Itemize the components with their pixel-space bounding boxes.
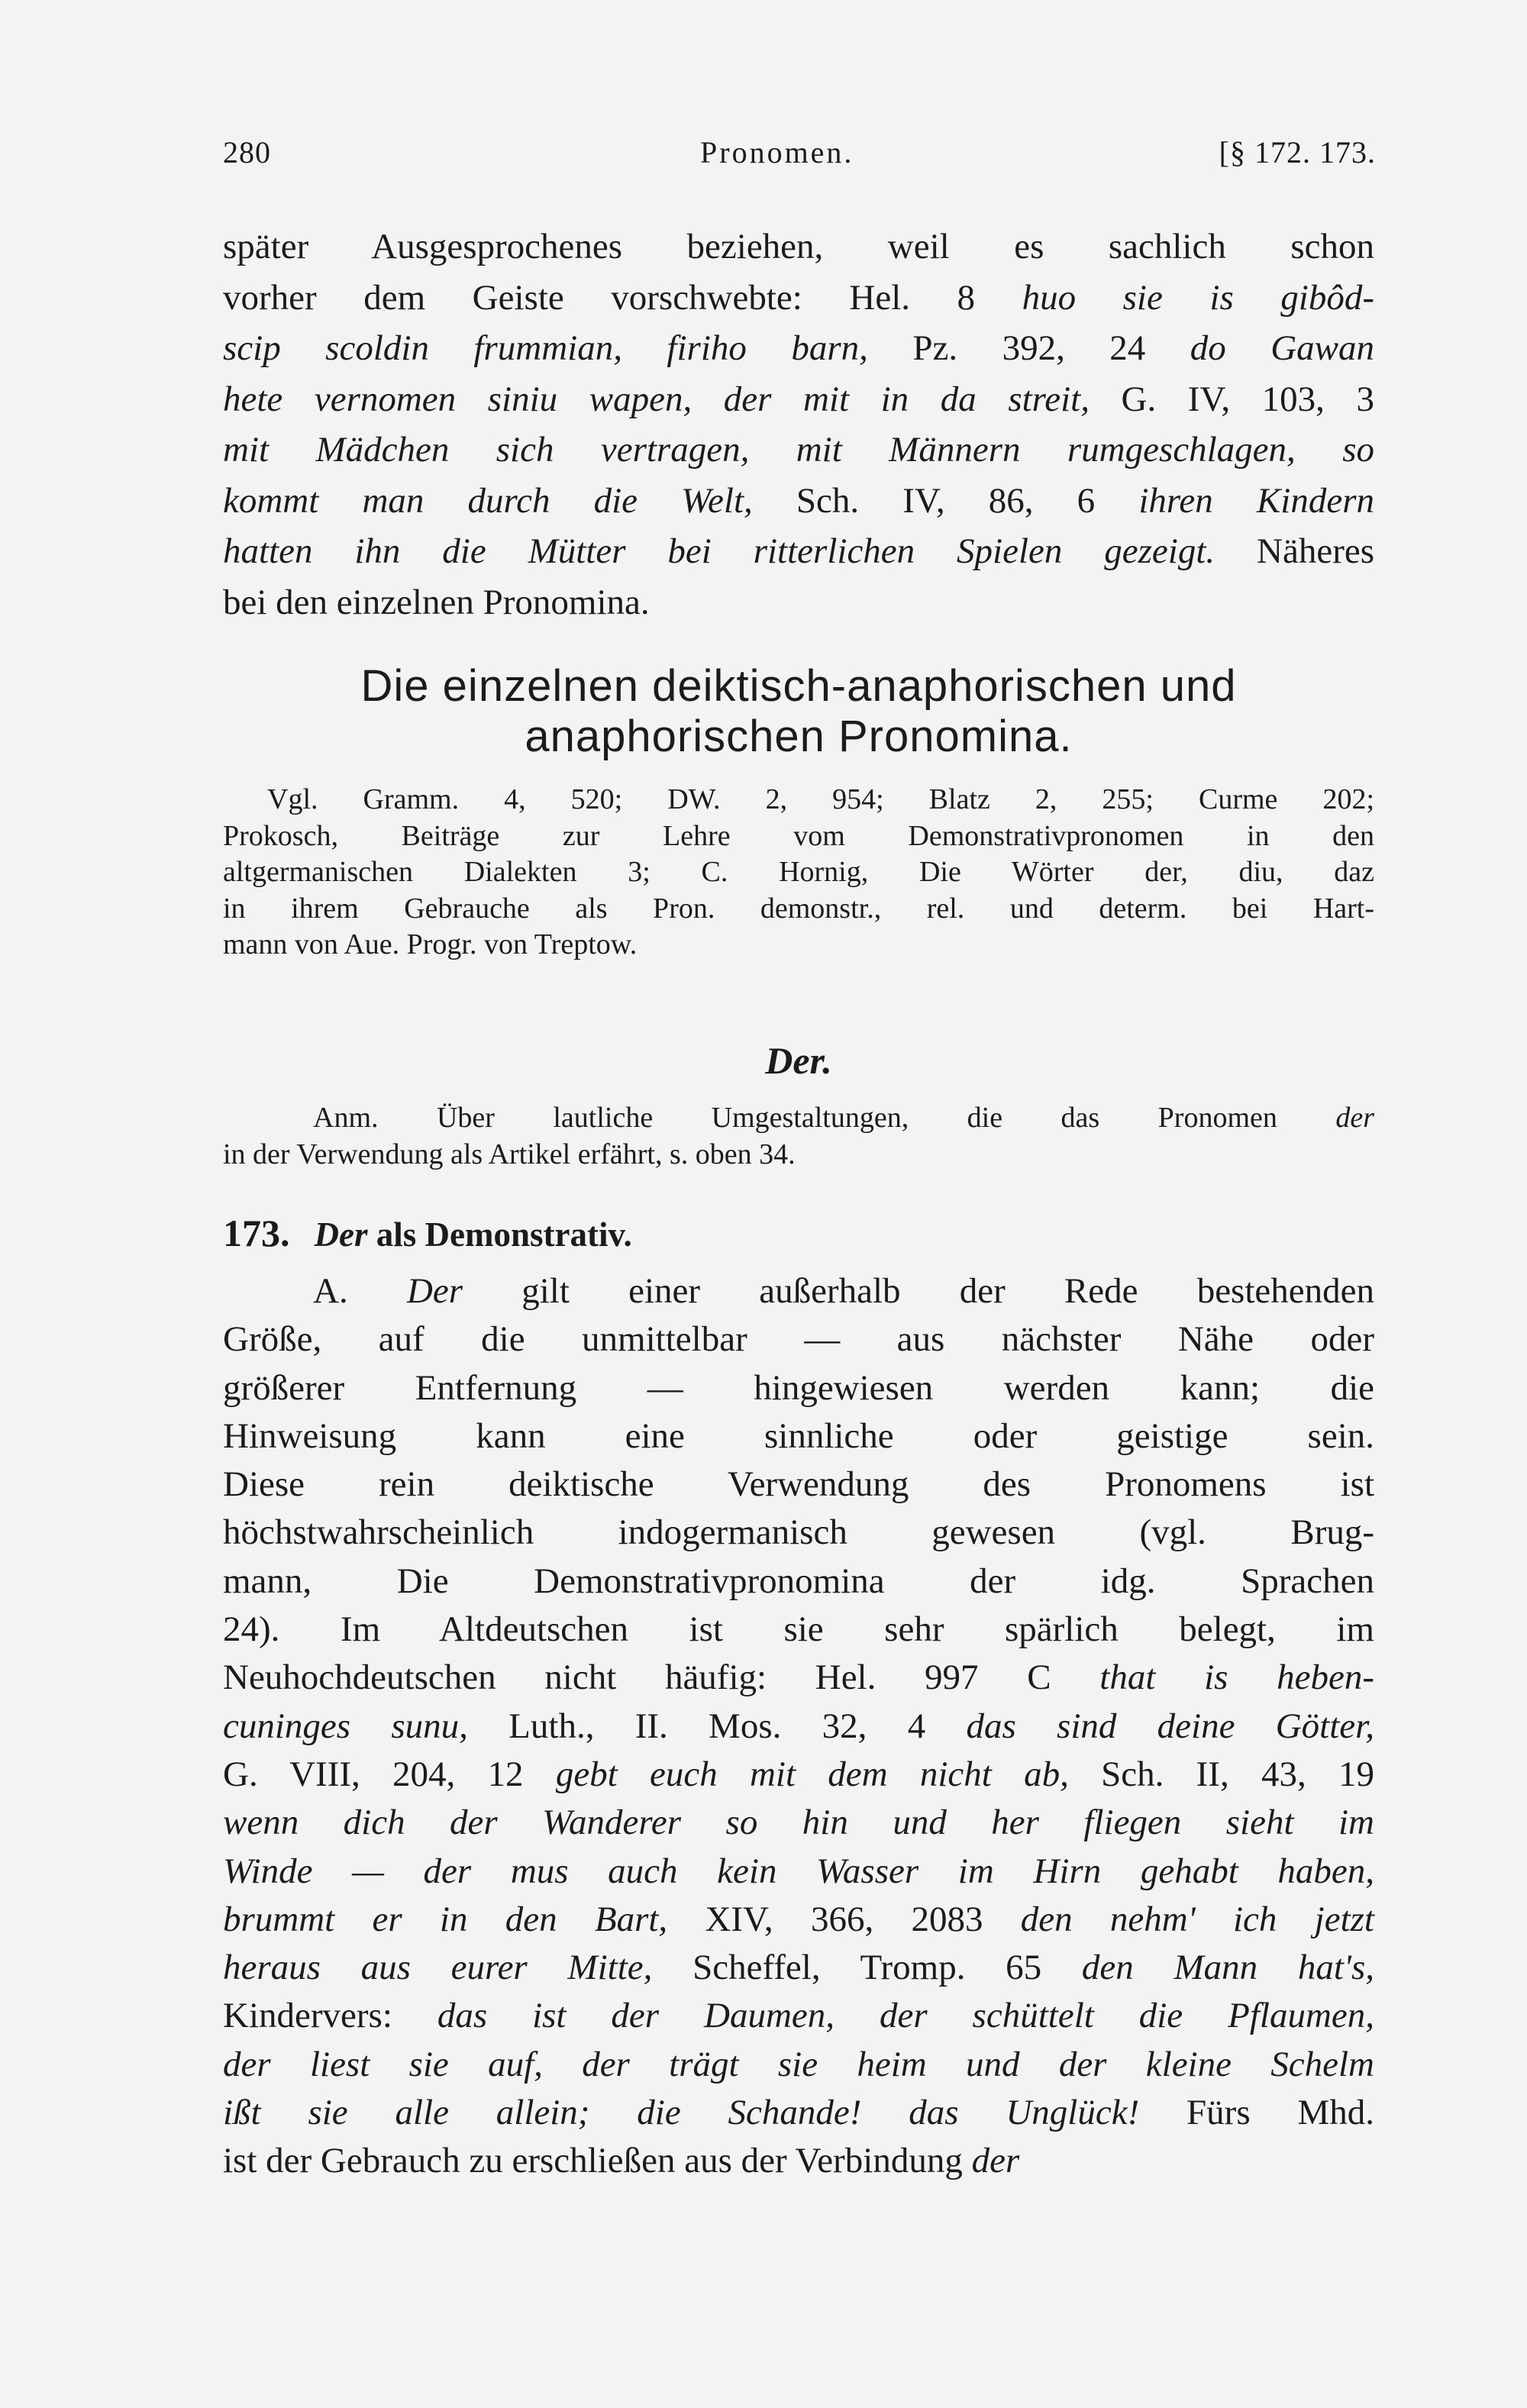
text-segment: Winde — der mus auch kein Wasser im Hirn gehabt haben, xyxy=(223,1851,1374,1891)
text-segment: bei den einzelnen Pronomina. xyxy=(223,582,650,622)
text-segment: mann, Die Demonstrativpronomina der idg. Sprachen xyxy=(223,1561,1374,1601)
text-line xyxy=(223,476,1374,527)
text-line xyxy=(223,1267,1374,1315)
text-segment: Der xyxy=(406,1271,463,1311)
text-line xyxy=(223,1848,1374,1896)
text-segment: XIV, 366, 2083 xyxy=(667,1899,1021,1939)
text-line xyxy=(223,1509,1374,1557)
text-segment: Vgl. Gramm. 4, 520; DW. 2, 954; Blatz 2, 255; Curme 202; xyxy=(267,783,1374,815)
text-line xyxy=(223,2137,1374,2185)
text-line xyxy=(223,1412,1374,1461)
text-line xyxy=(223,1944,1374,1992)
section-heading xyxy=(223,661,1374,762)
running-title: Pronomen. xyxy=(700,135,854,169)
text-line xyxy=(223,818,1374,855)
text-segment: das sind deine Götter, xyxy=(966,1706,1374,1746)
annotation-paragraph xyxy=(223,1099,1374,1173)
text-segment: ist der Gebrauch zu erschließen aus der Verbindung xyxy=(223,2141,972,2181)
text-segment: der xyxy=(971,2141,1020,2181)
text-segment: Näheres xyxy=(1215,531,1375,571)
text-segment: Kindervers: xyxy=(223,1996,437,2036)
intro-paragraph xyxy=(223,221,1374,628)
text-segment: Fürs Mhd. xyxy=(1139,2093,1374,2133)
text-line xyxy=(223,1461,1374,1509)
text-line xyxy=(223,1703,1374,1751)
text-segment: Scheffel, Tromp. 65 xyxy=(652,1948,1082,1988)
text-line xyxy=(223,1992,1374,2040)
body-paragraph xyxy=(223,1267,1374,2186)
text-segment: A. xyxy=(313,1271,407,1311)
text-line xyxy=(223,854,1374,891)
text-segment: der xyxy=(1335,1102,1374,1134)
text-segment: Pz. 392, 24 xyxy=(867,328,1190,368)
text-segment: do Gawan xyxy=(1190,328,1375,368)
text-segment: hatten ihn die Mütter bei ritterlichen Spielen gezeigt. xyxy=(223,531,1215,571)
text-segment: hete vernomen siniu wapen, der mit in da streit, xyxy=(223,379,1090,419)
text-line xyxy=(223,2089,1374,2137)
text-line xyxy=(223,1896,1374,1944)
text-segment: Sch. IV, 86, 6 xyxy=(752,480,1139,521)
text-segment: den nehm' ich jetzt xyxy=(1020,1899,1374,1939)
text-segment: Luth., II. Mos. 32, 4 xyxy=(467,1706,967,1746)
heading-line: Die einzelnen deiktisch-anaphorischen und xyxy=(360,661,1237,711)
running-header xyxy=(223,134,1376,180)
text-segment: kommt man durch die Welt, xyxy=(223,480,753,521)
text-line xyxy=(223,1654,1374,1702)
text-segment: höchstwahrscheinlich indogermanisch gewesen (vgl. Brug- xyxy=(223,1512,1374,1553)
text-segment: huo sie is gibôd- xyxy=(1022,277,1374,318)
page-number: 280 xyxy=(223,135,271,169)
text-segment: mann von Aue. Progr. von Treptow. xyxy=(223,928,638,960)
text-segment: Größe, auf die unmittelbar — aus nächster Nähe oder xyxy=(223,1319,1374,1360)
text-segment: gebt euch mit dem nicht ab, xyxy=(555,1754,1069,1794)
text-segment: brummt er in den Bart, xyxy=(223,1899,668,1939)
text-segment: ißt sie alle allein; die Schande! das Unglück! xyxy=(223,2093,1140,2133)
section-173-heading xyxy=(223,1211,632,1255)
text-line xyxy=(223,1557,1374,1606)
text-segment: wenn dich der Wanderer so hin und her fliegen sieht im xyxy=(223,1803,1374,1843)
text-line xyxy=(223,1606,1374,1654)
text-segment: Neuhochdeutschen nicht häufig: Hel. 997 C xyxy=(223,1658,1100,1698)
text-segment: Diese rein deiktische Verwendung des Pronomens ist xyxy=(223,1464,1374,1505)
text-segment: in ihrem Gebrauche als Pron. demonstr., rel. und determ. bei Hart- xyxy=(223,892,1374,925)
text-segment: gilt einer außerhalb der Rede bestehenden xyxy=(463,1271,1374,1311)
text-line xyxy=(223,577,1374,628)
text-segment: 24). Im Altdeutschen ist sie sehr spärlich belegt, im xyxy=(223,1609,1374,1650)
text-segment: mit Mädchen sich vertragen, mit Männern rumgeschlagen, so xyxy=(223,430,1374,470)
text-segment: scip scoldin frummian, firiho barn, xyxy=(223,328,868,368)
text-line xyxy=(223,782,1374,818)
section-number: 173. xyxy=(223,1212,290,1254)
text-segment: G. IV, 103, 3 xyxy=(1089,379,1374,419)
literature-paragraph xyxy=(223,782,1374,964)
text-segment: der liest sie auf, der trägt sie heim und der kleine Schelm xyxy=(223,2044,1374,2084)
text-segment: cuninges sunu, xyxy=(223,1706,468,1746)
section-title-italic: Der xyxy=(314,1215,368,1254)
text-line xyxy=(223,1315,1374,1364)
text-segment: größerer Entfernung — hingewiesen werden kann; die xyxy=(223,1367,1374,1408)
text-segment: Anm. Über lautliche Umgestaltungen, die das Pronomen xyxy=(313,1102,1336,1134)
text-line xyxy=(223,323,1374,374)
text-line xyxy=(223,927,1374,964)
text-segment: später Ausgesprochenes beziehen, weil es sachlich schon xyxy=(223,227,1374,266)
text-line xyxy=(223,221,1374,273)
text-segment: that is heben- xyxy=(1099,1658,1374,1698)
text-line xyxy=(223,1799,1374,1847)
text-line xyxy=(223,1099,1374,1136)
text-segment: ihren Kindern xyxy=(1138,480,1374,521)
heading-line: anaphorischen Pronomina. xyxy=(525,712,1073,761)
subheading-der: Der. xyxy=(765,1039,832,1082)
text-line xyxy=(223,526,1374,577)
text-line xyxy=(223,374,1374,425)
text-segment: in der Verwendung als Artikel erfährt, s. oben 34. xyxy=(223,1138,796,1170)
text-line xyxy=(223,1751,1374,1799)
text-segment: Sch. II, 43, 19 xyxy=(1068,1754,1374,1794)
text-segment: vorher dem Geiste vorschwebte: Hel. 8 xyxy=(223,277,1022,318)
text-line xyxy=(223,1364,1374,1412)
text-line xyxy=(223,424,1374,476)
text-line xyxy=(223,273,1374,324)
text-segment: altgermanischen Dialekten 3; C. Hornig, Die Wörter der, diu, daz xyxy=(223,856,1374,888)
text-line xyxy=(223,1136,1374,1173)
text-segment: den Mann hat's, xyxy=(1081,1948,1374,1988)
text-segment: G. VIII, 204, 12 xyxy=(223,1754,556,1794)
text-line xyxy=(223,2041,1374,2089)
text-segment: das ist der Daumen, der schüttelt die Pflaumen, xyxy=(437,1996,1374,2036)
text-line xyxy=(223,891,1374,928)
text-segment: Hinweisung kann eine sinnliche oder geistige sein. xyxy=(223,1415,1374,1456)
section-reference: [§ 172. 173. xyxy=(1219,135,1376,169)
section-title-rest: als Demonstrativ. xyxy=(367,1215,632,1254)
text-segment: Prokosch, Beiträge zur Lehre vom Demonstrativpronomen in den xyxy=(223,819,1374,852)
text-segment: heraus aus eurer Mitte, xyxy=(223,1948,653,1988)
